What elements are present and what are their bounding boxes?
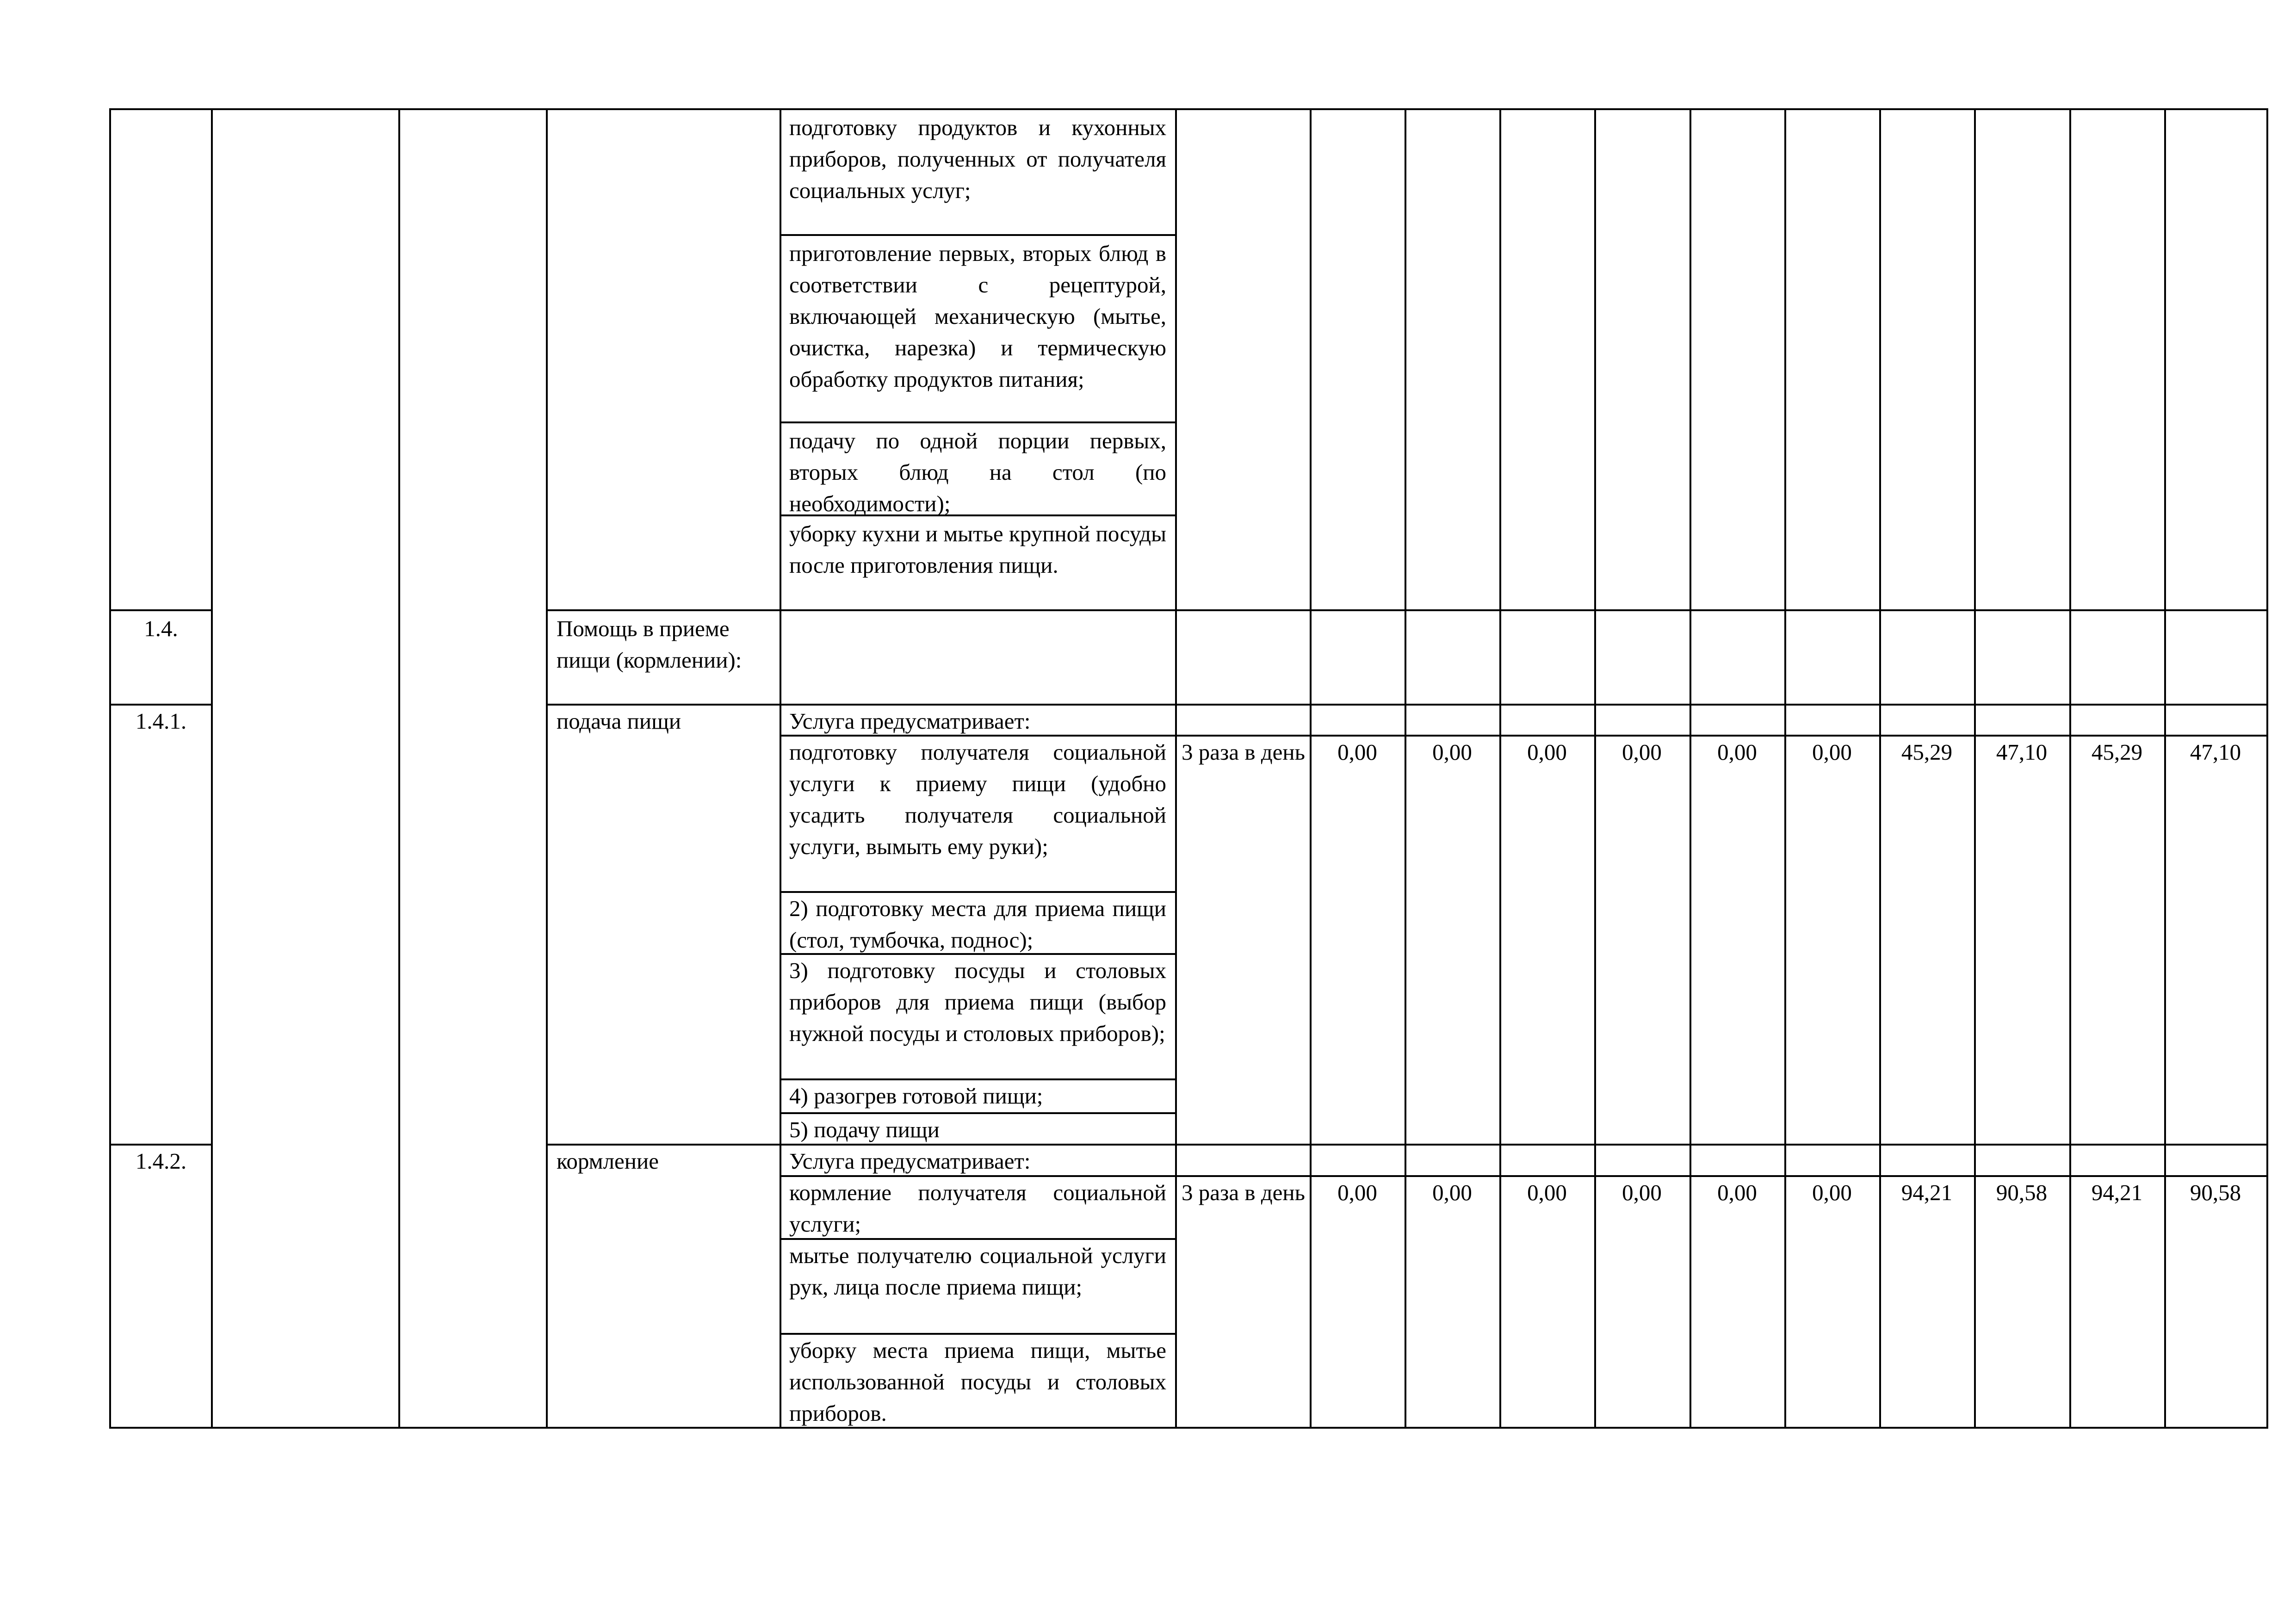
value-cell: 0,00: [1432, 1180, 1472, 1205]
description-item: 2) подготовку места для приема пищи (стол, тумбочка, поднос);: [789, 896, 1166, 953]
description-item: 3) подготовку посуды и столовых приборов для приема пищи (выбор нужной посуды и столовых приборов);: [789, 958, 1166, 1046]
service-name: кормление: [557, 1148, 659, 1174]
value-cell: 0,00: [1622, 739, 1662, 765]
column-line: [1405, 108, 1406, 1429]
value-cell: 94,21: [2091, 1180, 2143, 1205]
item-line: [780, 421, 1177, 423]
description-item: уборку места приема пищи, мытье использованной посуды и столовых приборов.: [789, 1338, 1166, 1426]
column-line: [2069, 108, 2071, 1429]
description-item: приготовление первых, вторых блюд в соответствии с рецептурой, включающей механическую (мытье, очистка, нарезка) и термическую обработку продуктов питания;: [789, 241, 1166, 392]
value-cell: 45,29: [1901, 739, 1953, 765]
description-header: Услуга предусматривает:: [789, 708, 1031, 734]
column-line: [1690, 108, 1691, 1429]
row-line: [546, 609, 2268, 611]
value-cell: 0,00: [1527, 1180, 1567, 1205]
table-border-left: [109, 108, 111, 1429]
item-line: [780, 234, 1177, 236]
column-line: [2164, 108, 2166, 1429]
description-item: подготовку получателя социальной услуги к приему пищи (удобно усадить получателя социальной услуги, вымыть ему руки);: [789, 739, 1166, 859]
column-line: [1879, 108, 1881, 1429]
column-line: [1594, 108, 1596, 1429]
column-line: [1784, 108, 1786, 1429]
row-line: [109, 609, 213, 611]
value-cell: 0,00: [1812, 1180, 1852, 1205]
row-number: 1.4.2.: [135, 1148, 187, 1174]
value-cell: 0,00: [1717, 1180, 1757, 1205]
column-line: [211, 108, 213, 1429]
value-cell: 0,00: [1717, 739, 1757, 765]
description-header: Услуга предусматривает:: [789, 1148, 1031, 1174]
column-line: [1175, 108, 1177, 1429]
column-line: [1310, 108, 1312, 1429]
frequency-cell: 3 раза в день: [1182, 1180, 1305, 1205]
description-item: 5) подачу пищи: [789, 1117, 940, 1142]
table-border-right: [2266, 108, 2268, 1429]
value-cell: 47,10: [1996, 739, 2048, 765]
column-line: [398, 108, 400, 1429]
value-cell: 0,00: [1337, 1180, 1377, 1205]
value-cell: 90,58: [1996, 1180, 2048, 1205]
value-cell: 0,00: [1432, 739, 1472, 765]
column-line: [546, 108, 548, 1429]
value-cell: 45,29: [2091, 739, 2143, 765]
value-cell: 47,10: [2190, 739, 2241, 765]
column-line: [1499, 108, 1501, 1429]
value-cell: 0,00: [1812, 739, 1852, 765]
column-line: [780, 108, 781, 1429]
frequency-cell: 3 раза в день: [1182, 739, 1305, 765]
description-item: кормление получателя социальной услуги;: [789, 1180, 1166, 1237]
service-name: Помощь в приеме пищи (кормлении):: [557, 616, 742, 673]
value-cell: 0,00: [1337, 739, 1377, 765]
service-name: подача пищи: [557, 708, 681, 734]
row-number: 1.4.1.: [135, 708, 187, 734]
description-item: подачу по одной порции первых, вторых блюд на стол (по необходимости);: [789, 428, 1166, 516]
value-cell: 0,00: [1527, 739, 1567, 765]
table-border-bottom: [109, 1427, 2268, 1429]
value-cell: 0,00: [1622, 1180, 1662, 1205]
description-item: уборку кухни и мытье крупной посуды после приготовления пищи.: [789, 521, 1166, 578]
table-border-top: [109, 108, 2268, 110]
description-item: 4) разогрев готовой пищи;: [789, 1083, 1043, 1109]
column-line: [1974, 108, 1976, 1429]
description-item: мытье получателю социальной услуги рук, лица после приема пищи;: [789, 1243, 1166, 1300]
value-cell: 90,58: [2190, 1180, 2241, 1205]
description-item: подготовку продуктов и кухонных приборов, полученных от получателя социальных услуг;: [789, 115, 1166, 203]
value-cell: 94,21: [1901, 1180, 1953, 1205]
row-number: 1.4.: [144, 616, 178, 641]
